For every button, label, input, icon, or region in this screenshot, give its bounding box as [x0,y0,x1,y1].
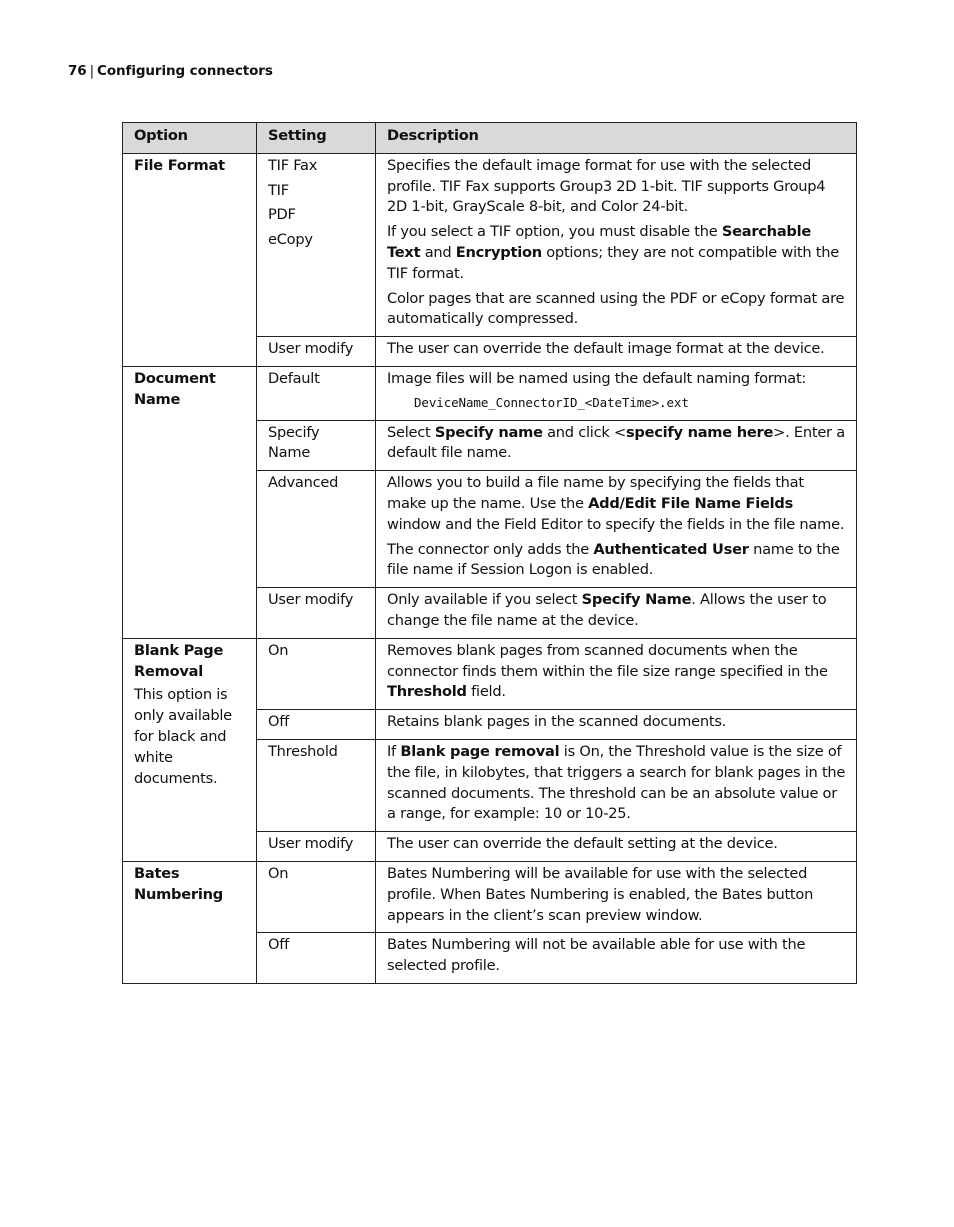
setting-cell: Advanced [257,471,376,588]
description-cell [376,471,857,588]
description-cell: Retains blank pages in the scanned documents. [376,710,857,740]
table-header-row [123,123,857,154]
description-cell: Removes blank pages from scanned documents when the connector finds them within the file size range specified in the Threshold field. [376,638,857,709]
option-title: File Format [134,156,225,174]
description-cell [376,366,857,420]
option-cell-blank-page-removal [123,638,257,861]
setting-cell: Off [257,933,376,984]
column-header-option: Option [123,123,257,154]
setting-cell: Off [257,710,376,740]
setting-cell: On [257,861,376,932]
column-header-description: Description [376,123,857,154]
setting-value: PDF [268,206,296,224]
description-cell: If Blank page removal is On, the Threshold value is the size of the file, in kilobytes, that triggers a search for blank pages in the scanned documents. The threshold can be an absolute value or a range, for example: 10 or 10-25. [376,739,857,831]
setting-cell: User modify [257,832,376,862]
option-title: Blank Page Removal [134,641,224,680]
description-cell: The user can override the default image format at the device. [376,337,857,367]
description-cell: Select Specify name and click <specify name here>. Enter a default file name. [376,420,857,471]
setting-cell: Specify Name [257,420,376,471]
table-row [123,366,857,420]
option-note: This option is only available for black and white documents. [134,686,232,787]
description-cell: The user can override the default setting at the device. [376,832,857,862]
option-cell-bates-numbering [123,861,257,983]
setting-value: TIF [268,181,289,199]
setting-cell: Default [257,366,376,420]
description-text: Image files will be named using the default naming format: [387,369,807,387]
setting-value: eCopy [268,231,313,249]
setting-cell: User modify [257,588,376,639]
option-cell-file-format [123,153,257,366]
option-title: Document Name [134,369,216,408]
table-row [123,638,857,709]
table-row [123,153,857,336]
description-text: If you select a TIF option, you must disable the Searchable Text and Encryption options; they are not compatible with the TIF format. [387,223,839,282]
setting-cell: Threshold [257,739,376,831]
setting-cell: On [257,638,376,709]
setting-value: TIF Fax [268,156,318,174]
column-header-setting: Setting [257,123,376,154]
description-text: Allows you to build a file name by specifying the fields that make up the name. Use the Add/Edit File Name Fields window and the Field Editor to specify the fields in the file name. [387,474,845,533]
description-text: Specifies the default image format for use with the selected profile. TIF Fax supports Group3 2D 1-bit. TIF supports Group4 2D 1-bit, GrayScale 8-bit, and Color 24-bit. [387,156,826,216]
option-title: Bates Numbering [134,864,223,903]
description-cell [376,153,857,336]
option-cell-document-name [123,366,257,638]
header-separator: | [89,63,95,79]
description-cell: Bates Numbering will not be available able for use with the selected profile. [376,933,857,984]
table-row [123,861,857,932]
page-number: 76 [68,63,87,79]
description-cell: Only available if you select Specify Name. Allows the user to change the file name at the device. [376,588,857,639]
description-text: Color pages that are scanned using the PDF or eCopy format are automatically compressed. [387,289,845,328]
setting-cell: User modify [257,337,376,367]
description-cell: Bates Numbering will be available for use with the selected profile. When Bates Numbering is enabled, the Bates button appears in the client’s scan preview window. [376,861,857,932]
section-title: Configuring connectors [97,63,273,79]
description-text: The connector only adds the Authenticated User name to the file name if Session Logon is enabled. [387,540,840,579]
page-header [68,63,273,79]
options-table [122,122,857,984]
naming-format-code: DeviceName_ConnectorID_<DateTime>.ext [414,394,689,410]
setting-cell [257,153,376,336]
